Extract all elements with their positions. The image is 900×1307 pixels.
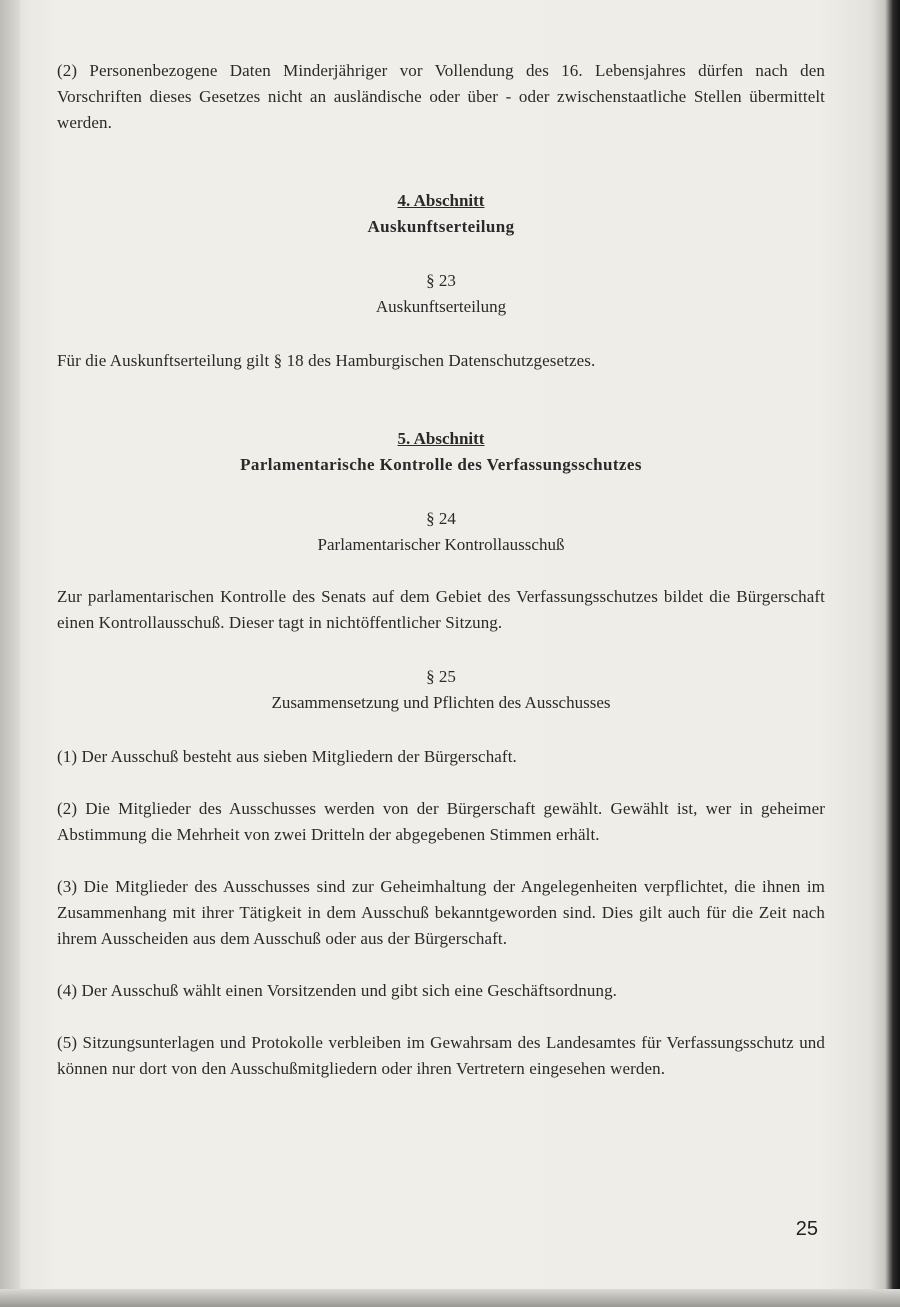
par-24-text: Zur parlamentarischen Kontrolle des Senats auf dem Gebiet des Verfassungsschutzes bildet die Bürgerschaft einen Kontrollausschuß. Dieser tagt in nichtöffentlicher Sitzung. [57, 587, 825, 632]
par-25-item-2: (2) Die Mitglieder des Ausschusses werden von der Bürgerschaft gewählt. Gewählt ist, wer in geheimer Abstimmung die Mehrheit von zwei Dritteln der abgegebenen Stimmen erhält. [57, 799, 825, 844]
par-25-item-1: (1) Der Ausschuß besteht aus sieben Mitgliedern der Bürgerschaft. [57, 747, 517, 766]
paragraph-22-2: (2) Personenbezogene Daten Minderjähriger vor Vollendung des 16. Lebensjahres dürfen nach den Vorschriften dieses Gesetzes nicht an ausländische oder über - oder zwischenstaatliche Stellen übermittelt werden. [57, 61, 825, 132]
page-left-edge [0, 0, 20, 1307]
par-25-item-3: (3) Die Mitglieder des Ausschusses sind zur Geheimhaltung der Angelegenheiten verpflichtet, die ihnen im Zusammenhang mit ihrer Tätigkeit in dem Ausschuß bekanntgeworden sind. Dies gilt auch für die Zeit nach ihrem Ausscheiden aus dem Ausschuß oder aus der Bürgerschaft. [57, 877, 825, 948]
par-23-number: § 23 [426, 271, 456, 290]
par-24-title: Parlamentarischer Kontrollausschuß [317, 535, 565, 554]
page-number: 25 [795, 1218, 818, 1240]
par-25-number: § 25 [426, 667, 456, 686]
document-body [57, 58, 825, 1082]
par-25-item-5: (5) Sitzungsunterlagen und Protokolle verbleiben im Gewahrsam des Landesamtes für Verfassungsschutz und können nur dort von den Ausschußmitgliedern oder ihren Vertretern eingesehen werden. [57, 1033, 825, 1078]
section-4-number: 4. Abschnitt [397, 191, 485, 210]
section-5-number: 5. Abschnitt [397, 429, 485, 448]
par-24-number: § 24 [426, 509, 456, 528]
par-25-item-4: (4) Der Ausschuß wählt einen Vorsitzenden und gibt sich eine Geschäftsordnung. [57, 981, 618, 1000]
par-25-title: Zusammensetzung und Pflichten des Ausschusses [271, 693, 611, 712]
par-23-text: Für die Auskunftserteilung gilt § 18 des Hamburgischen Datenschutzgesetzes. [57, 351, 596, 370]
page-bottom-edge [0, 1289, 900, 1307]
section-5-title: Parlamentarische Kontrolle des Verfassungsschutzes [240, 455, 642, 474]
par-23-title: Auskunftserteilung [375, 297, 507, 316]
section-4-title: Auskunftserteilung [367, 217, 515, 236]
